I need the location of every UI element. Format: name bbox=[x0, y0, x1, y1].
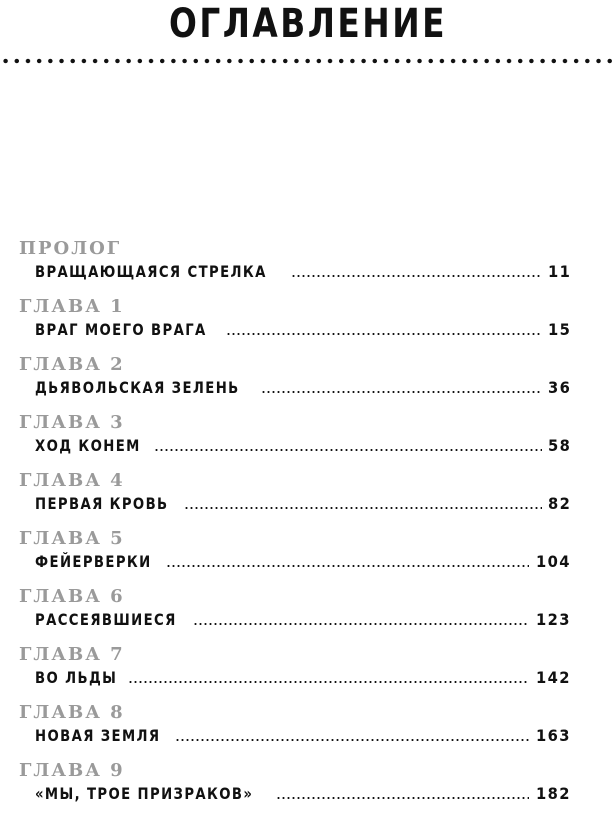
toc-entry-chapter-4[interactable] bbox=[0, 470, 616, 528]
chapter-label: ГЛАВА 4 bbox=[19, 470, 125, 491]
chapter-title[interactable]: «МЫ, ТРОЕ ПРИЗРАКОВ» bbox=[35, 784, 254, 803]
chapter-label: ГЛАВА 3 bbox=[19, 412, 125, 433]
toc-entry-chapter-2[interactable] bbox=[0, 354, 616, 412]
toc-line bbox=[35, 782, 571, 806]
dot-leader bbox=[226, 332, 542, 336]
dot-leader bbox=[261, 390, 541, 394]
toc-line bbox=[35, 318, 571, 342]
toc-entry-chapter-1[interactable] bbox=[0, 296, 616, 354]
page-number[interactable]: 11 bbox=[547, 262, 571, 281]
toc-entry-chapter-6[interactable] bbox=[0, 586, 616, 644]
page-number[interactable]: 104 bbox=[536, 552, 571, 571]
dot-leader bbox=[166, 564, 529, 568]
chapter-title[interactable]: ПЕРВАЯ КРОВЬ bbox=[35, 494, 169, 513]
dot-leader bbox=[154, 448, 542, 452]
dot-leader bbox=[193, 622, 529, 626]
chapter-label: ГЛАВА 1 bbox=[19, 296, 125, 317]
toc-entry-chapter-3[interactable] bbox=[0, 412, 616, 470]
dot-leader bbox=[175, 738, 529, 742]
toc-entry-prologue[interactable] bbox=[0, 238, 616, 296]
dot-leader bbox=[276, 796, 529, 800]
page-number[interactable]: 123 bbox=[536, 610, 571, 629]
chapter-title[interactable]: ХОД КОНЕМ bbox=[35, 436, 141, 455]
toc-entry-chapter-9[interactable] bbox=[0, 760, 616, 818]
page-number[interactable]: 163 bbox=[536, 726, 571, 745]
page-number[interactable]: 36 bbox=[547, 378, 571, 397]
page-number[interactable]: 58 bbox=[547, 436, 571, 455]
toc-line bbox=[35, 550, 571, 574]
dot-leader bbox=[128, 680, 529, 684]
toc-entry-chapter-5[interactable] bbox=[0, 528, 616, 586]
chapter-label: ПРОЛОГ bbox=[19, 238, 122, 259]
page-number[interactable]: 182 bbox=[536, 784, 571, 803]
page-title: ОГЛАВЛЕНИЕ bbox=[169, 1, 447, 47]
toc-line bbox=[35, 724, 571, 748]
chapter-title[interactable]: ВО ЛЬДЫ bbox=[35, 668, 118, 687]
chapter-title[interactable]: ДЬЯВОЛЬСКАЯ ЗЕЛЕНЬ bbox=[35, 378, 240, 397]
dotted-divider bbox=[0, 58, 616, 64]
chapter-label: ГЛАВА 7 bbox=[19, 644, 125, 665]
toc-line bbox=[35, 376, 571, 400]
toc-line bbox=[35, 608, 571, 632]
toc-entry-chapter-8[interactable] bbox=[0, 702, 616, 760]
toc-line bbox=[35, 434, 571, 458]
page-number[interactable]: 142 bbox=[536, 668, 571, 687]
page-number[interactable]: 15 bbox=[547, 320, 571, 339]
dot-leader bbox=[291, 274, 542, 278]
chapter-title[interactable]: ВРАЩАЮЩАЯСЯ СТРЕЛКА bbox=[35, 262, 267, 281]
page-number[interactable]: 82 bbox=[547, 494, 571, 513]
toc-entry-chapter-7[interactable] bbox=[0, 644, 616, 702]
chapter-title[interactable]: ФЕЙЕРВЕРКИ bbox=[35, 552, 152, 571]
dot-leader bbox=[184, 506, 542, 510]
toc-line bbox=[35, 492, 571, 516]
chapter-title[interactable]: НОВАЯ ЗЕМЛЯ bbox=[35, 726, 161, 745]
chapter-label: ГЛАВА 8 bbox=[19, 702, 125, 723]
toc-line bbox=[35, 260, 571, 284]
toc-line bbox=[35, 666, 571, 690]
table-of-contents bbox=[0, 238, 616, 818]
chapter-label: ГЛАВА 5 bbox=[19, 528, 125, 549]
chapter-title[interactable]: ВРАГ МОЕГО ВРАГА bbox=[35, 320, 207, 339]
chapter-label: ГЛАВА 2 bbox=[19, 354, 125, 375]
chapter-title[interactable]: РАССЕЯВШИЕСЯ bbox=[35, 610, 177, 629]
chapter-label: ГЛАВА 6 bbox=[19, 586, 125, 607]
chapter-label: ГЛАВА 9 bbox=[19, 760, 125, 781]
